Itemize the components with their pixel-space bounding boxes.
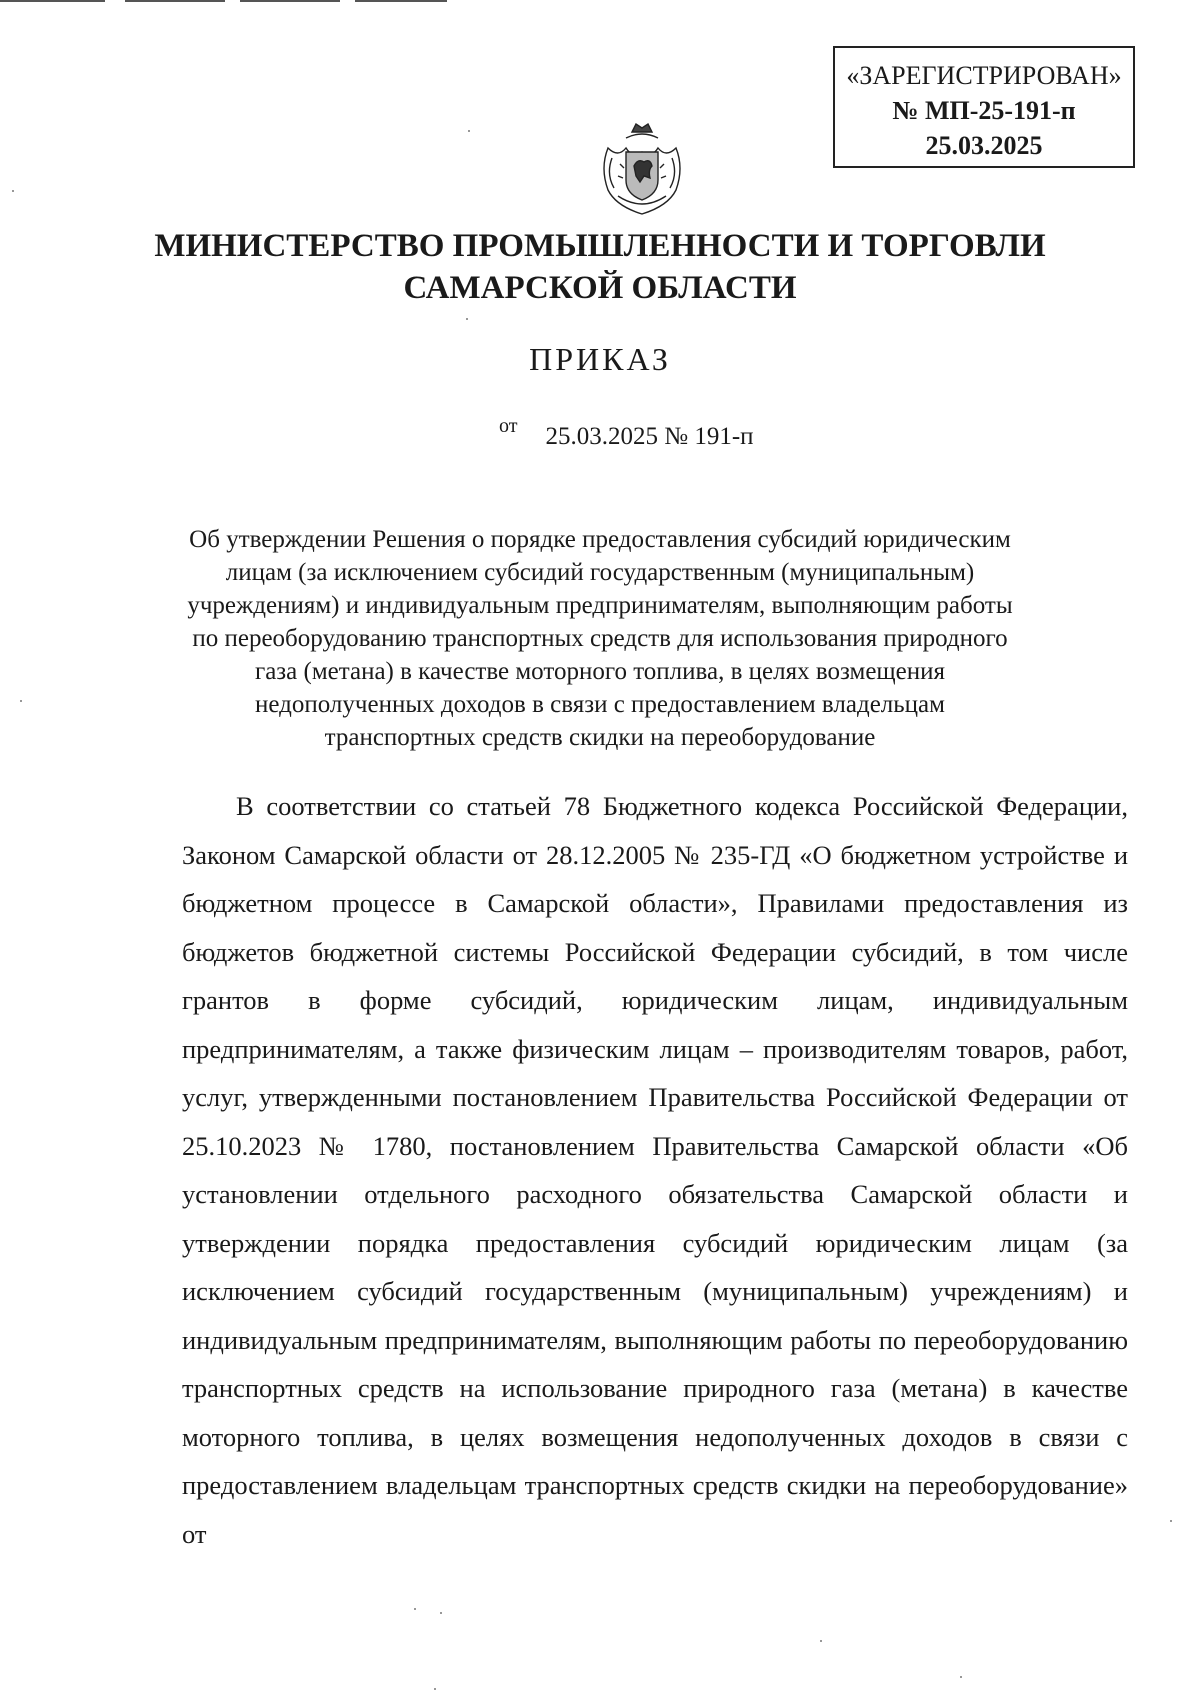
ministry-name-line-1: МИНИСТЕРСТВО ПРОМЫШЛЕННОСТИ И ТОРГОВЛИ (154, 228, 1046, 264)
ministry-name-line-2: САМАРСКОЙ ОБЛАСТИ (403, 270, 797, 306)
samara-coat-of-arms-icon (596, 118, 688, 218)
subject-line: учреждениям) и индивидуальным предпринимателям, выполняющим работы (187, 592, 1013, 619)
ministry-name (100, 225, 1100, 309)
subject-line: недополученных доходов в связи с предоставлением владельцам (255, 691, 945, 718)
subject-line: по переоборудованию транспортных средств для использования природного (192, 625, 1008, 652)
stamp-line-number: № МП-25-191-п (892, 96, 1076, 125)
subject-line: транспортных средств скидки на переоборудование (324, 724, 876, 751)
stamp-line-date: 25.03.2025 (925, 131, 1043, 160)
registration-stamp (833, 46, 1135, 168)
stamp-line-registered: «ЗАРЕГИСТРИРОВАН» (846, 61, 1122, 90)
scan-marks (0, 0, 480, 4)
date-prefix: от (499, 415, 518, 437)
date-and-number: 25.03.2025 № 191-п (545, 423, 754, 450)
subject-line: Об утверждении Решения о порядке предоставления субсидий юридическим (189, 526, 1011, 553)
order-date-line (499, 415, 754, 451)
preamble-paragraph: В соответствии со статьей 78 Бюджетного кодекса Российской Федерации, Законом Самарской области от 28.12.2005 № 235-ГД «О бюджетном устройстве и бюджетном процессе в Самарской области», Правилами предоставления из бюджетов бюджетной системы Российской Федерации субсидий, в том числе грантов в форме субсидий, юридическим лицам, индивидуальным предпринимателям, а также физическим лицам – производителям товаров, работ, услуг, утвержденными постановлением Правительства Российской Федерации от 25.10.2023 № 1780, постановлением Правительства Самарской области «Об установлении отдельного расходного обязательства Самарской области и утверждении порядка предоставления субсидий юридическим лицам (за исключением субсидий государственным (муниципальным) учреждениям) и индивидуальным предпринимателям, выполняющим работы по переоборудованию транспортных средств на использование природного газа (метана) в качестве моторного топлива, в целях возмещения недополученных доходов в связи с предоставлением владельцам транспортных средств скидки на переоборудование» от (182, 791, 1128, 1549)
subject-line: лицам (за исключением субсидий государственным (муниципальным) (225, 559, 975, 586)
order-subject (150, 523, 1050, 754)
subject-line: газа (метана) в качестве моторного топлива, в целях возмещения (254, 658, 946, 685)
document-type: ПРИКАЗ (529, 341, 671, 377)
